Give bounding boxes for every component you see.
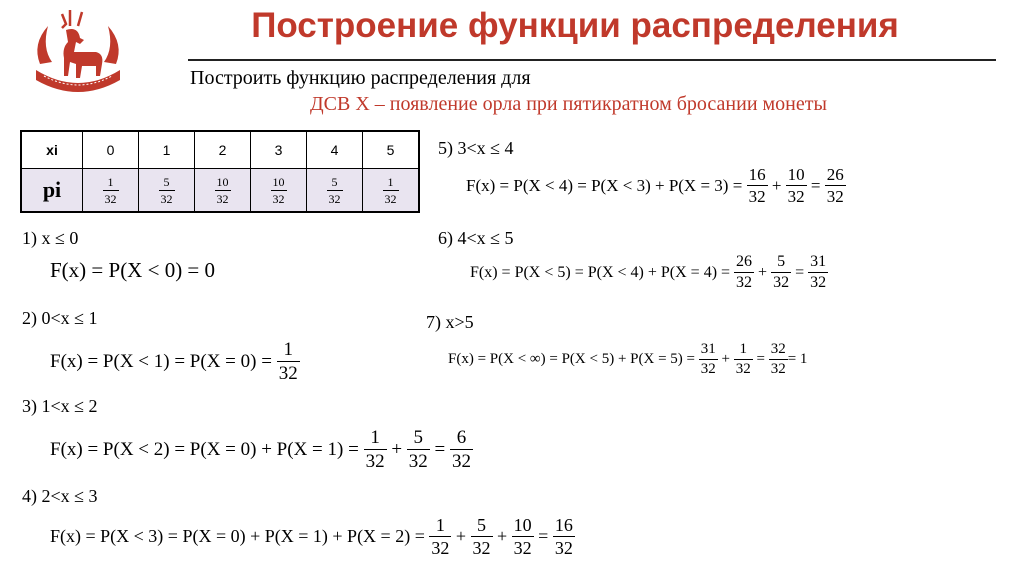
row-header-pi: pi [21,169,83,213]
equation-text: F(x) = P(X < 2) = P(X = 0) + P(X = 1) = [50,438,364,460]
fraction: $\frac{16}{32}$ [748,165,766,206]
fraction: $\frac{31}{32}$ [810,253,827,291]
task-text: Построить функцию распределения для [190,67,531,89]
deer-emblem-icon [22,4,134,100]
fraction: $\frac{6}{32}$ [452,427,471,472]
case-label-4: 4) 2<x ≤ 3 [22,486,98,506]
table-cell-p: $\frac{1}{32}$ [83,169,139,213]
table-cell-p: $\frac{1}{32}$ [363,169,420,213]
table-cell-p: $\frac{10}{32}$ [195,169,251,213]
fraction: $\frac{5}{32}$ [773,253,790,291]
table-cell-x: 5 [363,131,420,169]
equation-text: F(x) = P(X < 5) = P(X < 4) + P(X = 4) = [470,263,735,281]
equation-1 [50,258,215,283]
equation-text: F(x) = P(X < 0) = 0 [50,258,216,282]
equation-text: F(x) = P(X < ∞) = P(X < 5) + P(X = 5) = [448,351,699,367]
distribution-table [20,130,420,213]
equation-text: F(x) = P(X < 1) = P(X = 0) = [50,350,277,372]
table-cell-x: 1 [139,131,195,169]
table-row-p [21,169,419,213]
table-cell-x: 2 [195,131,251,169]
logo [22,4,134,100]
case-label-1: 1) x ≤ 0 [22,228,79,248]
table-row-x [21,131,419,169]
fraction: $\frac{10}{32}$ [787,165,805,206]
table-cell-x: 4 [307,131,363,169]
case-label-3: 3) 1<x ≤ 2 [22,396,98,416]
fraction: $\frac{10}{32}$ [513,515,532,558]
case-label-5: 5) 3<x ≤ 4 [438,138,514,158]
fraction: $\frac{5}{32}$ [472,515,491,558]
subtask-text: ДСВ Х – появление орла при пятикратном бросании монеты [310,93,827,115]
fraction: $\frac{1}{32}$ [365,427,385,472]
equation-2 [50,340,300,383]
equation-5: F(x) = P(X < 4) = P(X < 3) + P(X = 3) = $\frac{16}{32}$ + $\frac{10}{32}$ = $\frac{26}{32}$ [466,165,844,206]
fraction: $\frac{16}{32}$ [554,515,573,558]
case-label-2: 2) 0<x ≤ 1 [22,308,98,328]
equation-4: F(x) = P(X < 3) = P(X = 0) + P(X = 1) + P(X = 2) = $\frac{1}{32}$ + $\frac{5}{32}$ + $\frac{10}{32}$ = $\frac{16}{32}$ [50,515,573,558]
fraction: $\frac{1}{32}$ [735,341,751,377]
fraction: $\frac{1}{32}$ [431,515,450,558]
equation-3: F(x) = P(X < 2) = P(X = 0) + P(X = 1) = $\frac{1}{32}$ + $\frac{5}{32}$ = $\frac{6}{32}$ [50,427,471,472]
equation-text: F(x) = P(X < 3) = P(X = 0) + P(X = 1) + P(X = 2) = [50,526,430,546]
equation-6: F(x) = P(X < 5) = P(X < 4) + P(X = 4) = $\frac{26}{32}$ + $\frac{5}{32}$ = $\frac{31}{32}$ [470,253,827,291]
equation-text: F(x) = P(X < 4) = P(X < 3) + P(X = 3) = [466,175,747,195]
row-header-xi: xi [21,131,83,169]
table-cell-x: 3 [251,131,307,169]
case-label-6: 6) 4<x ≤ 5 [438,228,514,248]
equation-tail: = 1 [787,351,808,367]
case-label-7: 7) x>5 [426,312,474,332]
table-cell-x: 0 [83,131,139,169]
fraction: $\frac{5}{32}$ [408,427,428,472]
title-divider [188,59,996,61]
table-cell-p: $\frac{10}{32}$ [251,169,307,213]
fraction: $\frac{1}{32}$ [278,339,298,384]
equation-7: F(x) = P(X < ∞) = P(X < 5) + P(X = 5) = $\frac{31}{32}$ + $\frac{1}{32}$ = $\frac{32}{32}$ = 1 [448,341,808,377]
fraction: $\frac{26}{32}$ [736,253,753,291]
fraction: $\frac{26}{32}$ [826,165,844,206]
table-cell-p: $\frac{5}{32}$ [139,169,195,213]
page-title: Построение функции распределения [251,6,899,45]
fraction: $\frac{32}{32}$ [770,341,786,377]
fraction: $\frac{31}{32}$ [700,341,716,377]
table-cell-p: $\frac{5}{32}$ [307,169,363,213]
